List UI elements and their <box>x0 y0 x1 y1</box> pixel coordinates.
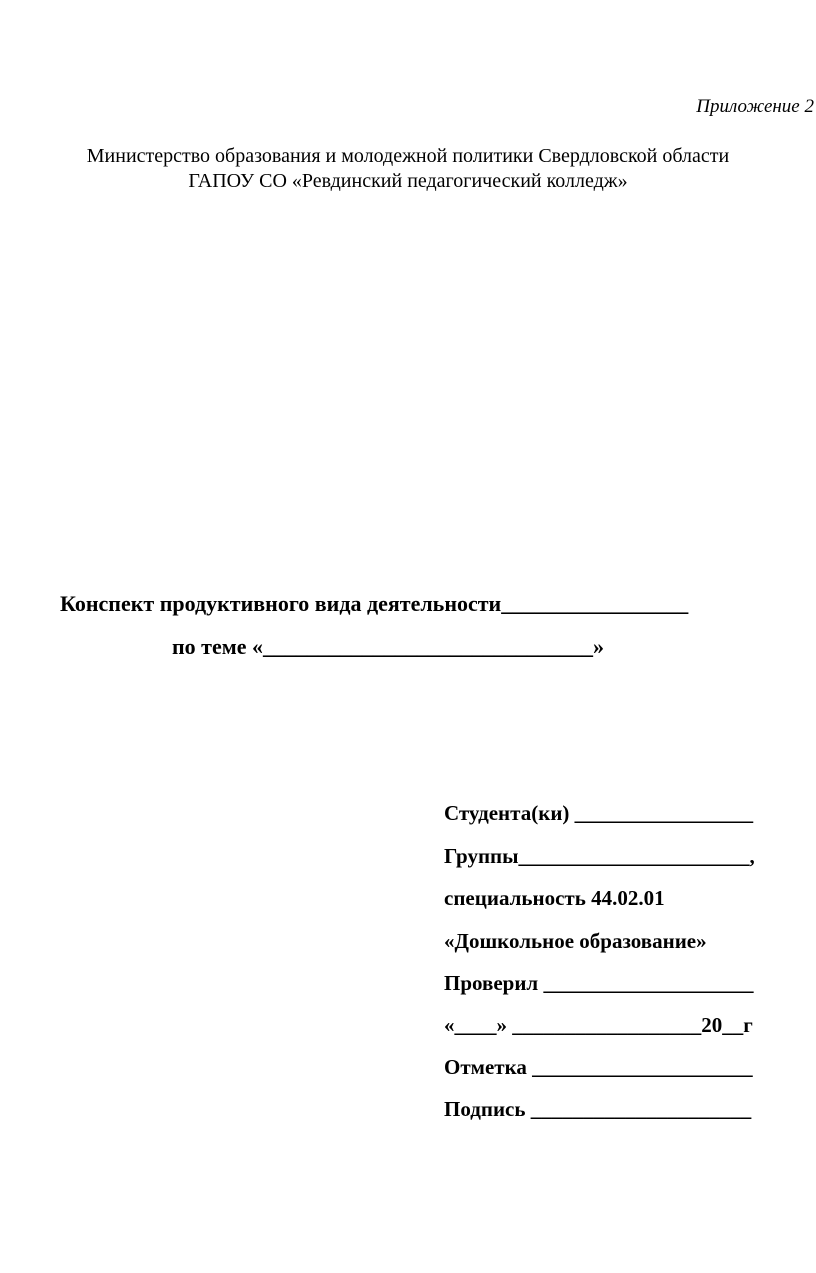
college-name: ГАПОУ СО «Ревдинский педагогический колледж» <box>188 170 628 192</box>
checked-by-field: Проверил ____________________ <box>444 971 754 995</box>
document-title: Конспект продуктивного вида деятельности_________________ <box>60 591 689 616</box>
date-field: «____» __________________20__г <box>444 1013 753 1037</box>
specialty-name: «Дошкольное образование» <box>444 929 707 953</box>
ministry-name: Министерство образования и молодежной политики Свердловской области <box>86 145 730 167</box>
signature-field: Подпись _____________________ <box>444 1097 752 1121</box>
grade-field: Отметка _____________________ <box>444 1055 753 1079</box>
student-field: Студента(ки) _________________ <box>444 801 754 825</box>
appendix-label: Приложение 2 <box>696 96 814 117</box>
specialty-code: специальность 44.02.01 <box>444 886 665 910</box>
group-field: Группы______________________, <box>444 844 755 868</box>
document-topic: по теме «______________________________» <box>172 634 604 659</box>
